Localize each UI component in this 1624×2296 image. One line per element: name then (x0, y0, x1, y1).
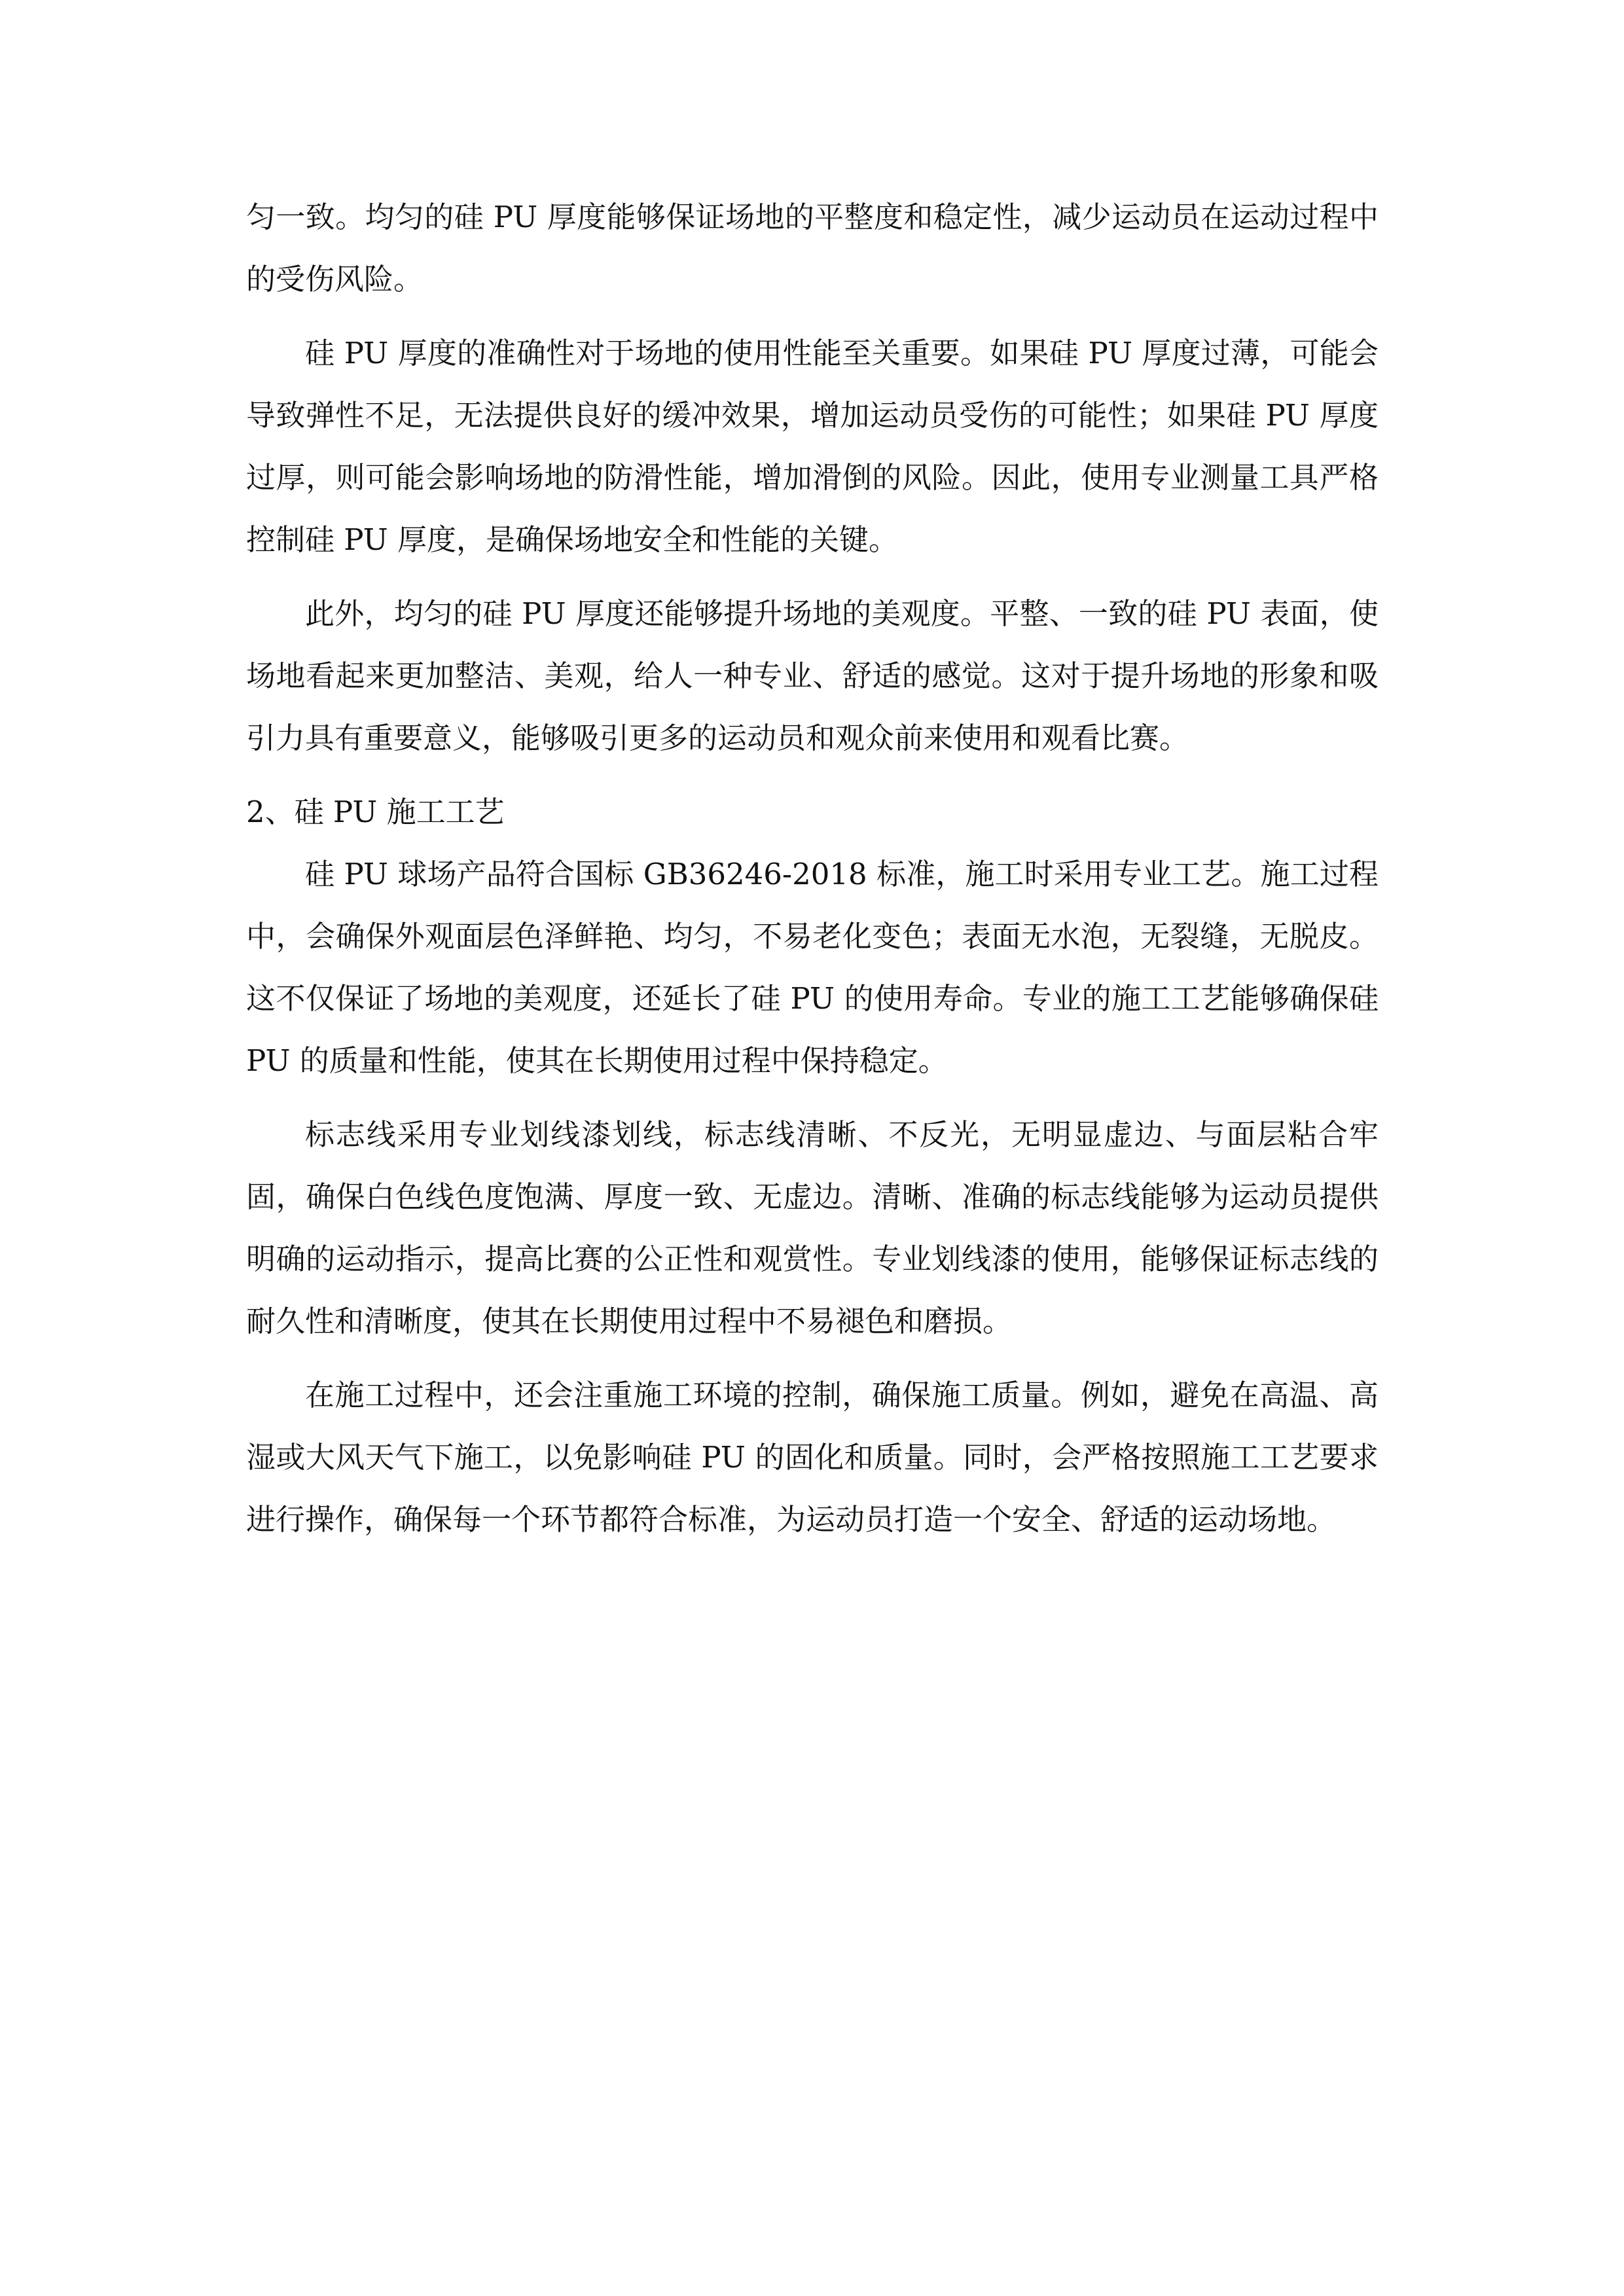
paragraph-construction-environment: 在施工过程中，还会注重施工环境的控制，确保施工质量。例如，避免在高温、高湿或大风天气下施工，以免影响硅 PU 的固化和质量。同时，会严格按照施工工艺要求进行操作，确保每一个环节都符合标准，为运动员打造一个安全、舒适的运动场地。 (246, 1378, 1379, 1537)
section-heading: 2、硅 PU 施工工艺 (246, 795, 505, 829)
paragraph-marking-lines: 标志线采用专业划线漆划线，标志线清晰、不反光，无明显虚边、与面层粘合牢固，确保白色线色度饱满、厚度一致、无虚边。清晰、准确的标志线能够为运动员提供明确的运动指示，提高比赛的公正性和观赏性。专业划线漆的使用，能够保证标志线的耐久性和清晰度，使其在长期使用过程中不易褪色和磨损。 (246, 1117, 1379, 1338)
paragraph-construction-standard: 硅 PU 球场产品符合国标 GB36246-2018 标准，施工时采用专业工艺。施工过程中，会确保外观面层色泽鲜艳、均匀，不易老化变色；表面无水泡，无裂缝，无脱皮。这不仅保证了场地的美观度，还延长了硅 PU 的使用寿命。专业的施工工艺能够确保硅 PU 的质量和性能，使其在长期使用过程中保持稳定。 (246, 857, 1379, 1078)
document-body (246, 186, 1379, 1551)
paragraph-thickness-accuracy: 硅 PU 厚度的准确性对于场地的使用性能至关重要。如果硅 PU 厚度过薄，可能会导致弹性不足，无法提供良好的缓冲效果，增加运动员受伤的可能性；如果硅 PU 厚度过厚，则可能会影响场地的防滑性能，增加滑倒的风险。因此，使用专业测量工具严格控制硅 PU 厚度，是确保场地安全和性能的关键。 (246, 336, 1379, 557)
paragraph-aesthetics: 此外，均匀的硅 PU 厚度还能够提升场地的美观度。平整、一致的硅 PU 表面，使场地看起来更加整洁、美观，给人一种专业、舒适的感觉。这对于提升场地的形象和吸引力具有重要意义，能够吸引更多的运动员和观众前来使用和观看比赛。 (246, 596, 1379, 755)
paragraph-continuation: 匀一致。均匀的硅 PU 厚度能够保证场地的平整度和稳定性，减少运动员在运动过程中的受伤风险。 (246, 200, 1379, 296)
